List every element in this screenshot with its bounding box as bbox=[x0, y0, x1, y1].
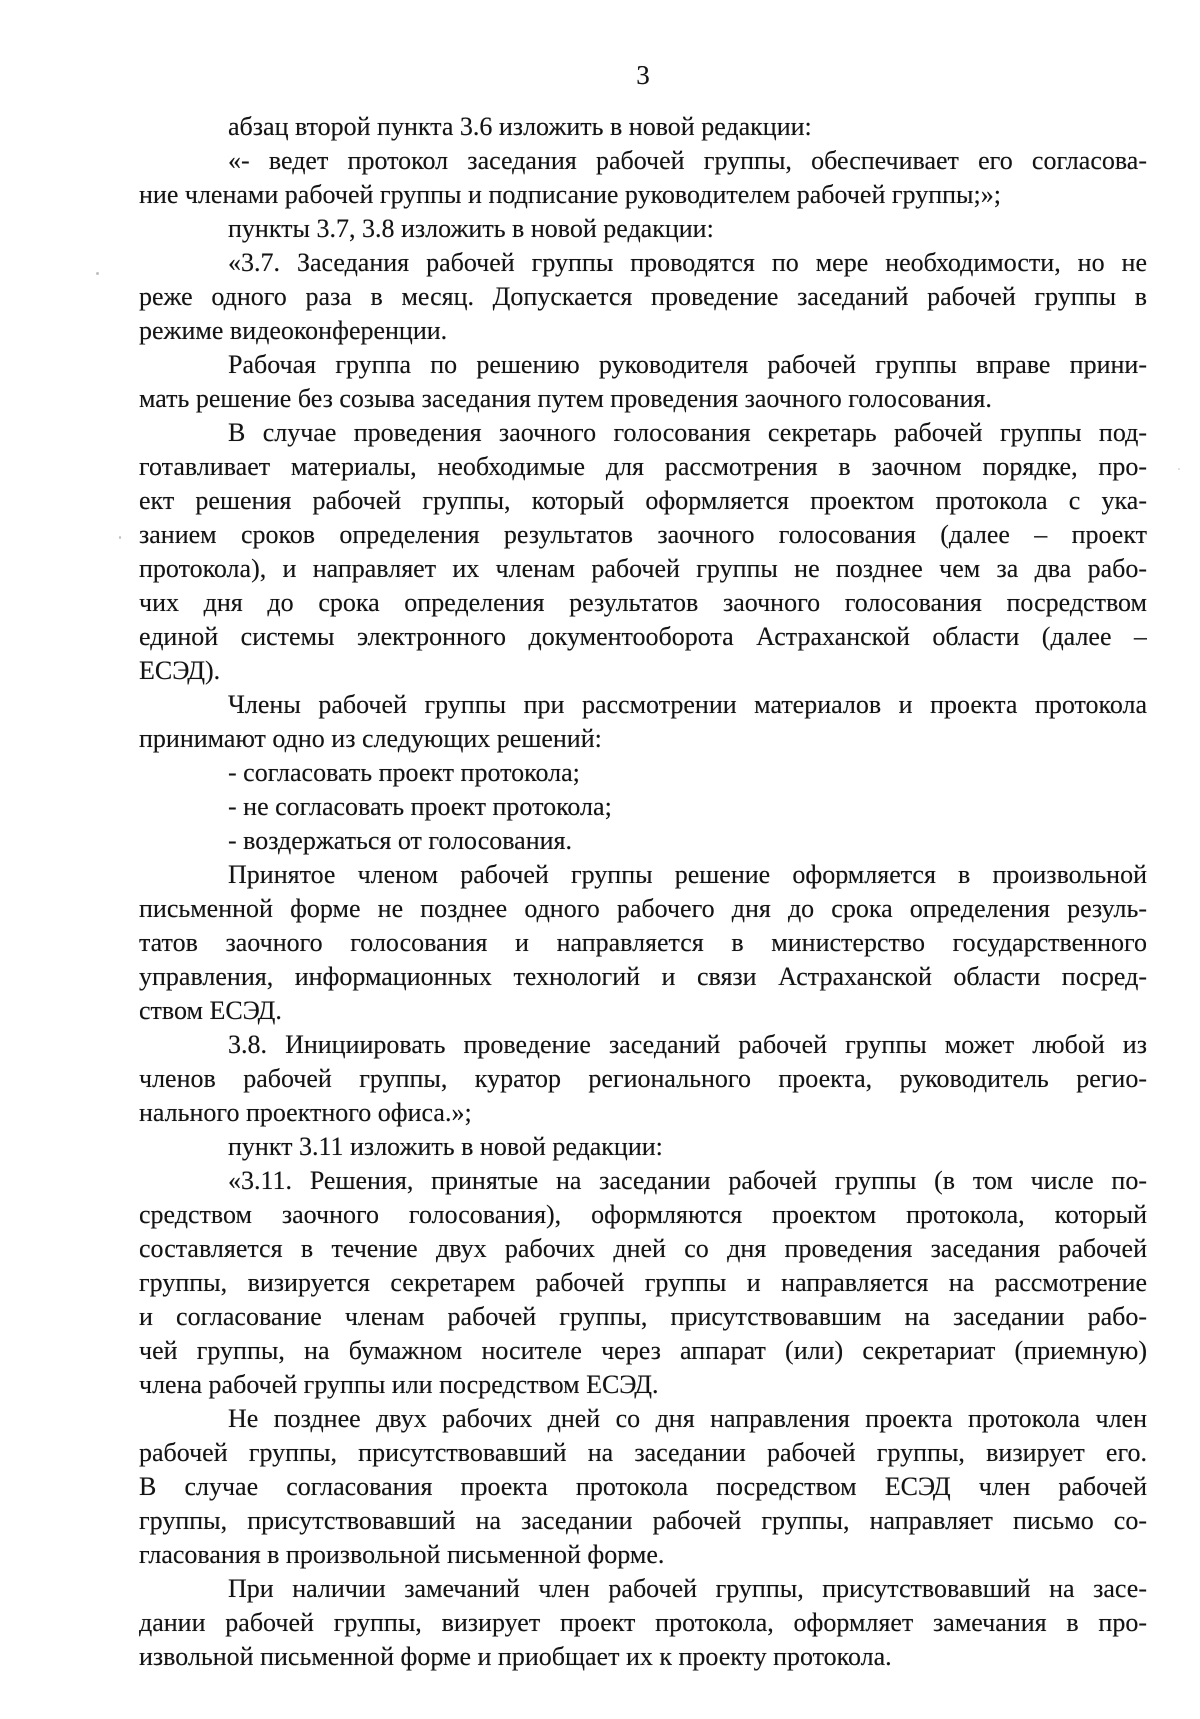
text-line: реже одного раза в месяц. Допускается проведение заседаний рабочей группы в bbox=[139, 282, 1147, 311]
text-line: готавливает материалы, необходимые для рассмотрения в заочном порядке, про- bbox=[139, 452, 1147, 481]
text-line: - воздержаться от голосования. bbox=[228, 826, 572, 855]
paragraph bbox=[139, 212, 1147, 246]
text-line: и согласование членам рабочей группы, присутствовавшим на заседании рабо- bbox=[139, 1302, 1147, 1331]
text-line: чих дня до срока определения результатов заочного голосования посредством bbox=[139, 588, 1147, 617]
paragraph bbox=[139, 858, 1147, 1028]
page-number: 3 bbox=[636, 60, 650, 90]
text-line: составляется в течение двух рабочих дней со дня проведения заседания рабочей bbox=[139, 1234, 1147, 1263]
text-line: письменной форме не позднее одного рабочего дня до срока определения резуль- bbox=[139, 894, 1147, 923]
text-line: членов рабочей группы, куратор регионального проекта, руководитель регио- bbox=[139, 1064, 1147, 1093]
text-line: «3.7. Заседания рабочей группы проводятся по мере необходимости, но не bbox=[228, 248, 1147, 277]
scan-speck bbox=[119, 536, 121, 539]
text-line: пункт 3.11 изложить в новой редакции: bbox=[228, 1132, 663, 1161]
text-line: рабочей группы, присутствовавший на заседании рабочей группы, визирует его. bbox=[139, 1438, 1147, 1467]
text-line: При наличии замечаний член рабочей группы, присутствовавший на засе- bbox=[228, 1574, 1147, 1603]
paragraph bbox=[139, 688, 1147, 756]
text-line: единой системы электронного документооборота Астраханской области (далее – bbox=[139, 622, 1147, 651]
text-line: протокола), и направляет их членам рабочей группы не позднее чем за два рабо- bbox=[139, 554, 1147, 583]
text-line: «- ведет протокол заседания рабочей группы, обеспечивает его согласова- bbox=[228, 146, 1147, 175]
paragraph bbox=[139, 246, 1147, 348]
paragraph bbox=[139, 144, 1147, 212]
paragraph bbox=[139, 1164, 1147, 1402]
text-line: - не согласовать проект протокола; bbox=[228, 792, 612, 821]
text-line: занием сроков определения результатов заочного голосования (далее – проект bbox=[139, 520, 1147, 549]
text-block bbox=[139, 110, 1147, 1674]
text-line: режиме видеоконференции. bbox=[139, 316, 448, 345]
text-line: «3.11. Решения, принятые на заседании рабочей группы (в том числе по- bbox=[228, 1166, 1147, 1195]
paragraph bbox=[139, 790, 1147, 824]
text-line: 3.8. Инициировать проведение заседаний рабочей группы может любой из bbox=[228, 1030, 1147, 1059]
paragraph bbox=[139, 1402, 1147, 1572]
text-line: извольной письменной форме и приобщает их к проекту протокола. bbox=[139, 1642, 892, 1671]
text-line: управления, информационных технологий и связи Астраханской области посред- bbox=[139, 962, 1147, 991]
text-line: дании рабочей группы, визирует проект протокола, оформляет замечания в про- bbox=[139, 1608, 1147, 1637]
text-line: абзац второй пункта 3.6 изложить в новой редакции: bbox=[228, 112, 812, 141]
text-line: В случае согласования проекта протокола посредством ЕСЭД член рабочей bbox=[139, 1472, 1147, 1501]
text-line: нального проектного офиса.»; bbox=[139, 1098, 472, 1127]
paragraph bbox=[139, 348, 1147, 416]
paragraph bbox=[139, 110, 1147, 144]
text-line: группы, визируется секретарем рабочей группы и направляется на рассмотрение bbox=[139, 1268, 1147, 1297]
text-line: татов заочного голосования и направляется в министерство государственного bbox=[139, 928, 1147, 957]
text-line: Рабочая группа по решению руководителя рабочей группы вправе прини- bbox=[228, 350, 1147, 379]
text-line: - согласовать проект протокола; bbox=[228, 758, 580, 787]
text-line: средством заочного голосования), оформляются проектом протокола, который bbox=[139, 1200, 1147, 1229]
paragraph bbox=[139, 416, 1147, 688]
text-line: члена рабочей группы или посредством ЕСЭД. bbox=[139, 1370, 659, 1399]
paragraph bbox=[139, 1572, 1147, 1674]
paragraph bbox=[139, 1028, 1147, 1130]
text-line: пункты 3.7, 3.8 изложить в новой редакции: bbox=[228, 214, 714, 243]
paragraph bbox=[139, 1130, 1147, 1164]
text-line: группы, присутствовавший на заседании рабочей группы, направляет письмо со- bbox=[139, 1506, 1147, 1535]
scan-speck bbox=[96, 272, 99, 275]
text-line: Члены рабочей группы при рассмотрении материалов и проекта протокола bbox=[228, 690, 1147, 719]
paragraph bbox=[139, 824, 1147, 858]
text-line: принимают одно из следующих решений: bbox=[139, 724, 602, 753]
paragraph bbox=[139, 756, 1147, 790]
text-line: Не позднее двух рабочих дней со дня направления проекта протокола член bbox=[228, 1404, 1147, 1433]
text-line: мать решение без созыва заседания путем проведения заочного голосования. bbox=[139, 384, 992, 413]
text-line: ством ЕСЭД. bbox=[139, 996, 282, 1025]
text-line: ние членами рабочей группы и подписание руководителем рабочей группы;»; bbox=[139, 180, 1001, 209]
text-line: В случае проведения заочного голосования секретарь рабочей группы под- bbox=[228, 418, 1147, 447]
text-line: ЕСЭД). bbox=[139, 656, 221, 685]
text-line: чей группы, на бумажном носителе через аппарат (или) секретариат (приемную) bbox=[139, 1336, 1147, 1365]
text-line: ект решения рабочей группы, который оформляется проектом протокола с ука- bbox=[139, 486, 1147, 515]
scan-speck bbox=[1178, 468, 1180, 470]
text-line: гласования в произвольной письменной форме. bbox=[139, 1540, 665, 1569]
text-line: Принятое членом рабочей группы решение оформляется в произвольной bbox=[228, 860, 1147, 889]
